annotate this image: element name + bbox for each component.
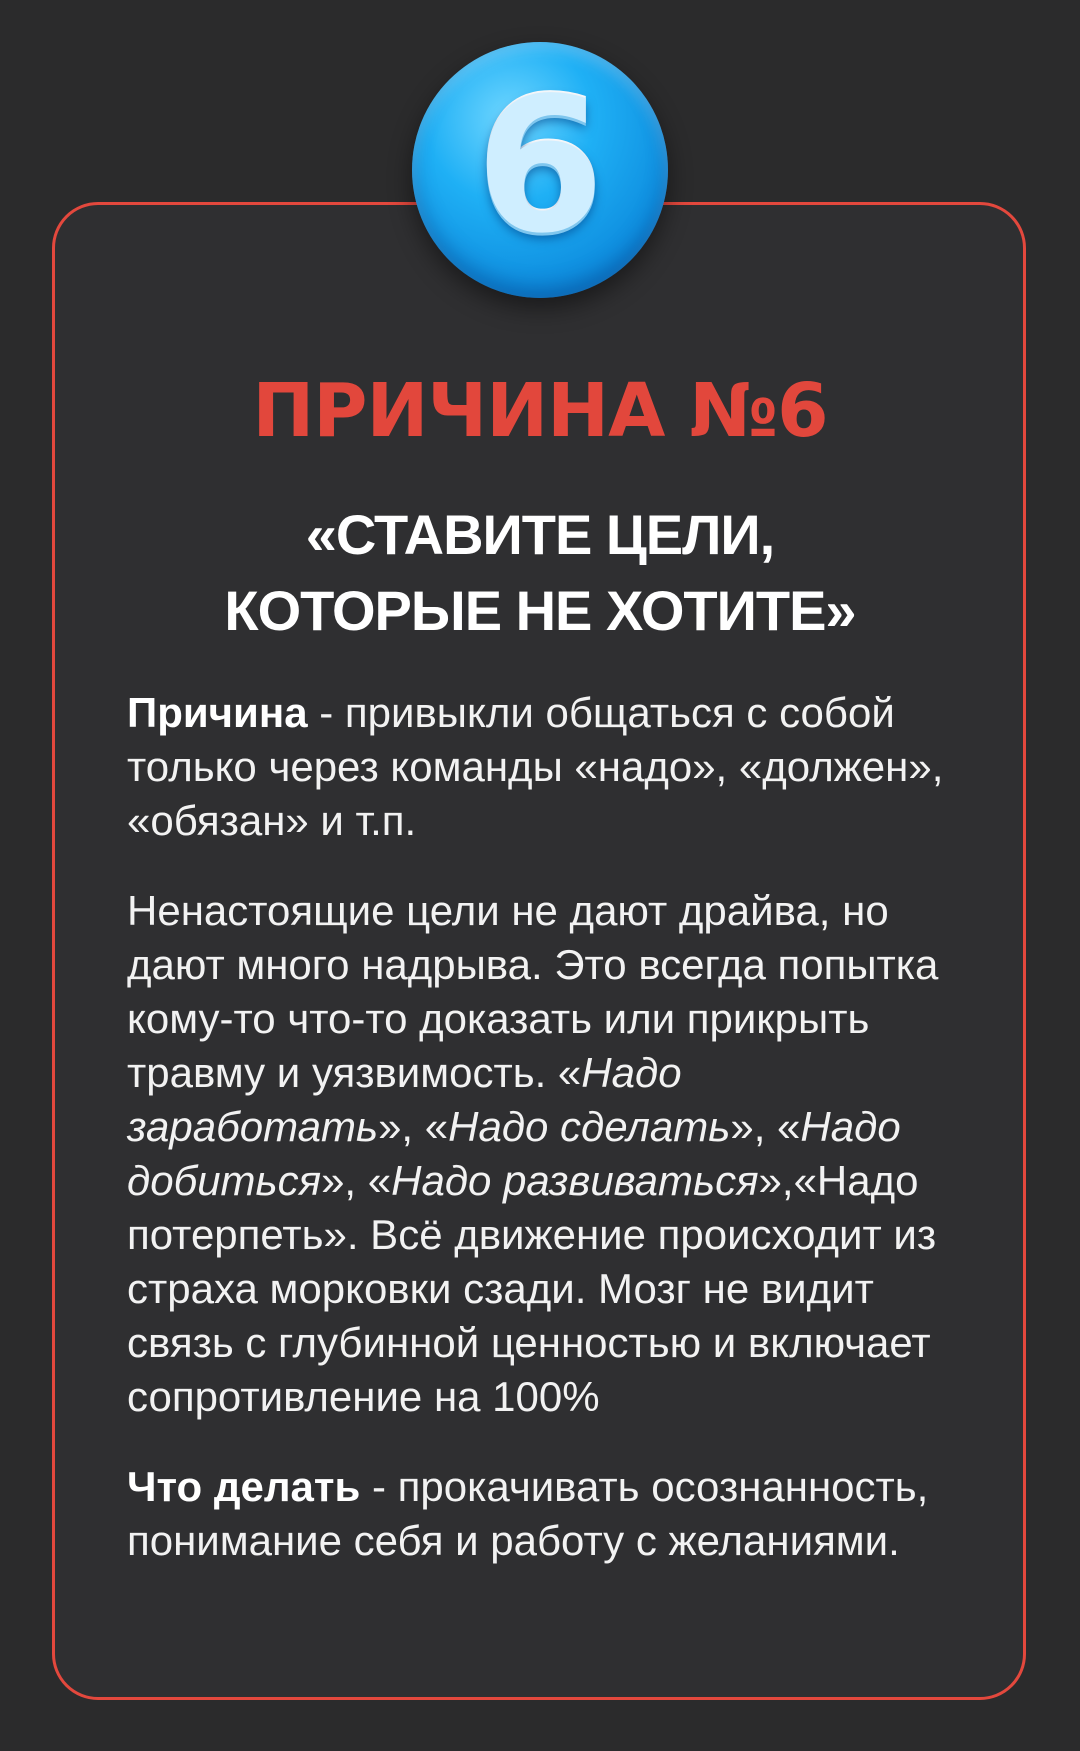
reason-body xyxy=(127,686,967,1568)
quote-develop: Надо развиваться xyxy=(391,1157,759,1204)
what-to-do-label: Что делать xyxy=(127,1463,361,1510)
reason-subtitle xyxy=(0,497,1080,649)
what-to-do-text: - прокачивать осознанность, понимание себя и работу с желаниями. xyxy=(127,1463,929,1564)
explanation-text-e: »,«Надо потерпеть». Всё движение происходит из страха морковки сзади. Мозг не видит связь с глубинной ценностью и включает сопротивление на 100% xyxy=(127,1157,937,1420)
quote-earn: Надо заработать xyxy=(127,1049,682,1150)
quote-do: Надо сделать xyxy=(448,1103,731,1150)
subtitle-line-2: КОТОРЫЕ НЕ ХОТИТЕ» xyxy=(224,579,856,642)
quote-achieve: Надо добиться xyxy=(127,1103,901,1204)
cause-paragraph xyxy=(127,686,967,848)
explanation-text-c: », « xyxy=(730,1103,801,1150)
explanation-text-a: Ненастоящие цели не дают драйва, но дают много надрыва. Это всегда попытка кому-то что-то доказать или прикрыть травму и уязвимость. « xyxy=(127,887,939,1096)
explanation-text-b: », « xyxy=(378,1103,449,1150)
explanation-text-d: », « xyxy=(321,1157,392,1204)
subtitle-line-1: «СТАВИТЕ ЦЕЛИ, xyxy=(305,503,775,566)
what-to-do-paragraph xyxy=(127,1460,967,1568)
number-badge xyxy=(412,42,668,298)
cause-text: - привыкли общаться с собой только через команды «надо», «должен», «обязан» и т.п. xyxy=(127,689,944,844)
cause-label: Причина xyxy=(127,689,308,736)
explanation-paragraph xyxy=(127,884,967,1424)
reason-title: ПРИЧИНА №6 xyxy=(252,368,828,454)
badge-number: 6 xyxy=(475,57,605,274)
